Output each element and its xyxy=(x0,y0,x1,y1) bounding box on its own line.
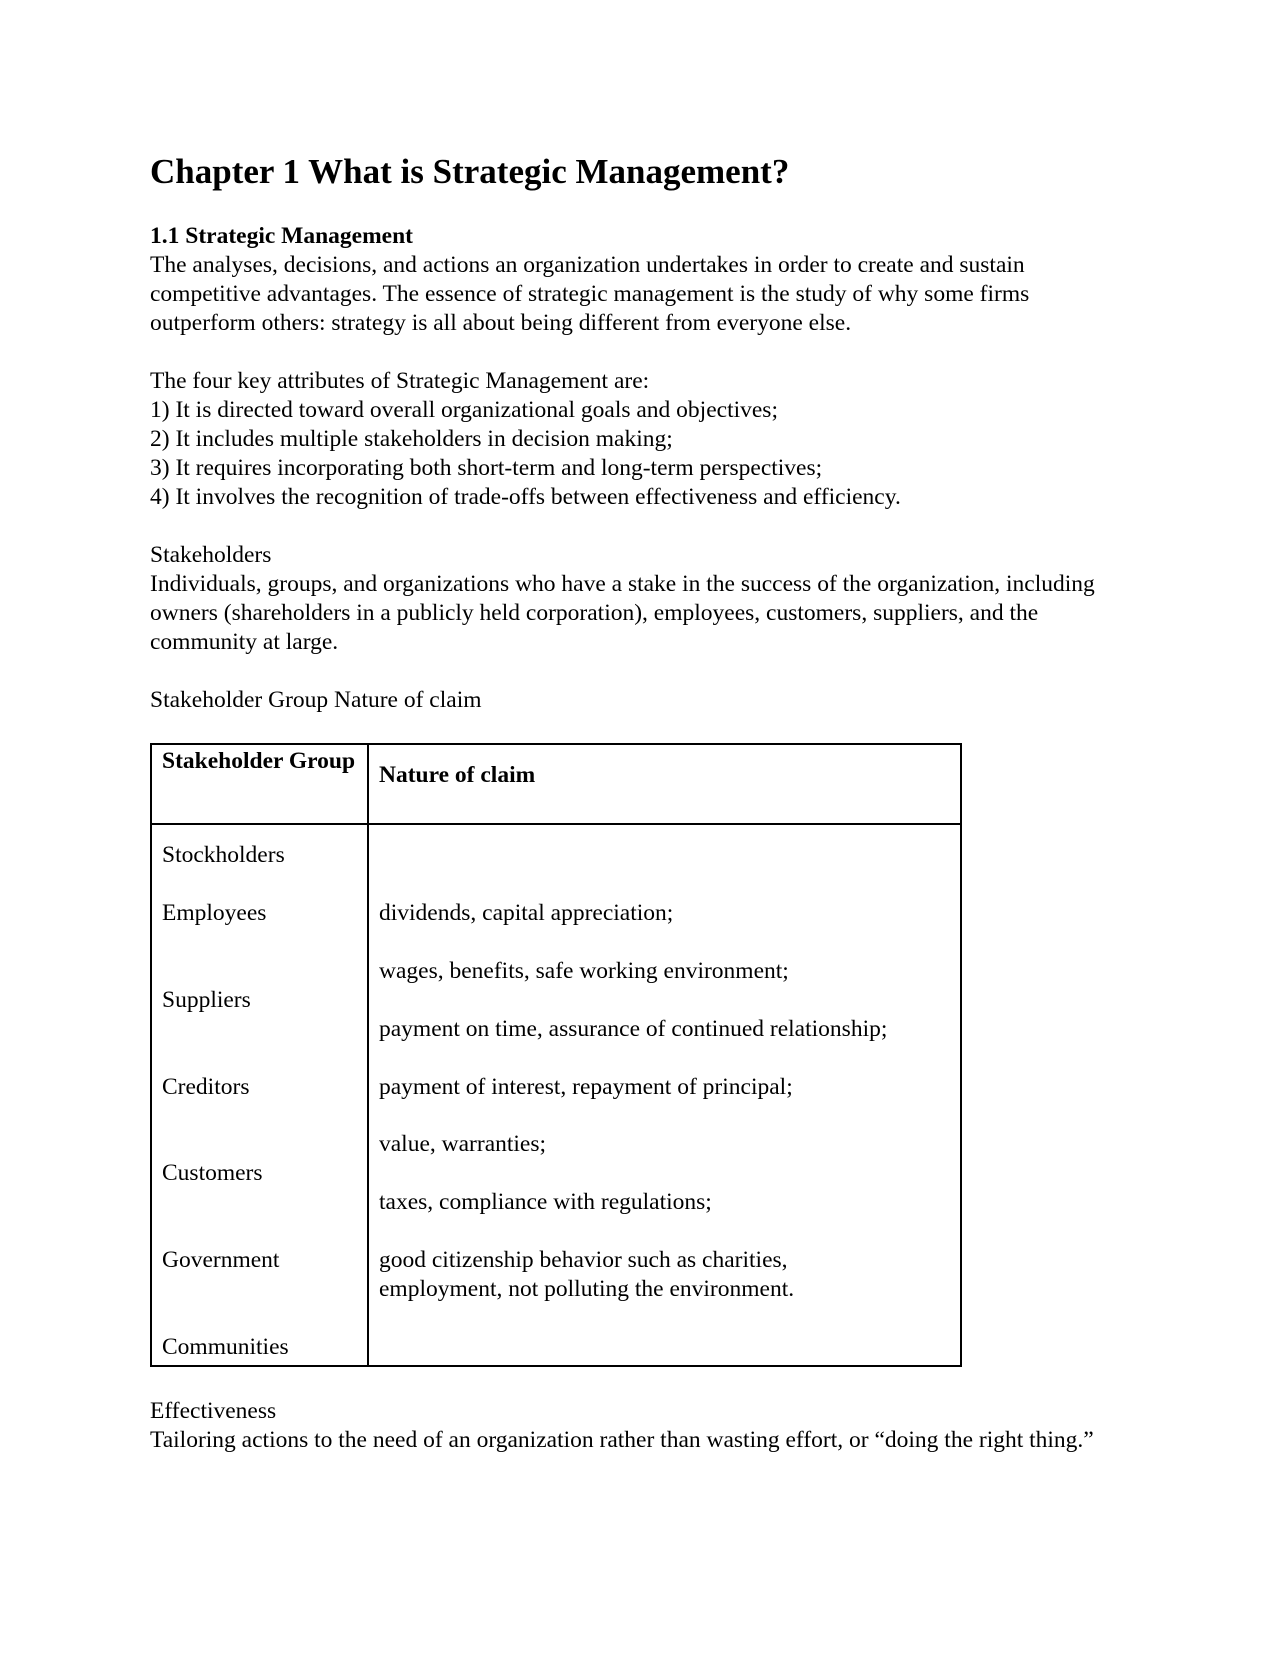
table-cell-group: Employees xyxy=(162,900,267,926)
stakeholders-definition: Individuals, groups, and organizations who have a stake in the success of the organization, including owners (shareholders in a publicly held corporation), employees, customers, suppliers, and the community at large. xyxy=(150,571,1095,655)
paragraph-gap xyxy=(150,657,1130,686)
attribute-item: 3) It requires incorporating both short-term and long-term perspectives; xyxy=(150,455,823,481)
table-cell-claim: wages, benefits, safe working environment; xyxy=(379,958,789,984)
table-cell-claim: payment of interest, repayment of principal; xyxy=(379,1074,793,1100)
paragraph-gap xyxy=(150,512,1130,541)
table-cell-group: Stockholders xyxy=(162,842,285,868)
table-cell-claim: payment on time, assurance of continued relationship; xyxy=(379,1016,888,1042)
table-cell-group: Creditors xyxy=(162,1074,250,1100)
stakeholders-term: Stakeholders xyxy=(150,542,272,568)
strategic-management-definition: The analyses, decisions, and actions an organization undertakes in order to create and sustain competitive advantages. The essence of strategic management is the study of why some firms outperform others: strategy is all about being different from everyone else. xyxy=(150,252,1030,336)
effectiveness-term: Effectiveness xyxy=(150,1398,277,1424)
table-header-nature-of-claim: Nature of claim xyxy=(379,762,536,788)
section-heading: 1.1 Strategic Management xyxy=(150,223,413,249)
table-cell-group: Government xyxy=(162,1247,280,1273)
table-column-divider xyxy=(367,745,369,1365)
attribute-item: 2) It includes multiple stakeholders in decision making; xyxy=(150,426,673,452)
chapter-title: Chapter 1 What is Strategic Management? xyxy=(150,152,790,191)
table-caption: Stakeholder Group Nature of claim xyxy=(150,687,482,713)
attribute-item: 4) It involves the recognition of trade-offs between effectiveness and efficiency. xyxy=(150,484,901,510)
attribute-item: 1) It is directed toward overall organizational goals and objectives; xyxy=(150,397,778,423)
table-cell-group: Suppliers xyxy=(162,987,251,1013)
attributes-intro: The four key attributes of Strategic Management are: xyxy=(150,368,650,394)
table-header-divider xyxy=(152,823,960,825)
paragraph-gap xyxy=(150,338,1130,367)
document-body xyxy=(150,222,1130,715)
effectiveness-section xyxy=(150,1397,1130,1455)
table-cell-claim: dividends, capital appreciation; xyxy=(379,900,674,926)
table-cell-group: Communities xyxy=(162,1334,289,1360)
table-header-stakeholder-group: Stakeholder Group xyxy=(162,748,356,774)
table-cell-claim: good citizenship behavior such as charities, employment, not polluting the environment. xyxy=(379,1247,795,1302)
effectiveness-definition: Tailoring actions to the need of an organization rather than wasting effort, or “doing the right thing.” xyxy=(150,1427,1094,1453)
table-cell-group: Customers xyxy=(162,1160,263,1186)
table-cell-claim: value, warranties; xyxy=(379,1131,547,1157)
table-cell-claim: taxes, compliance with regulations; xyxy=(379,1189,712,1215)
stakeholder-claims-table xyxy=(150,743,962,1367)
